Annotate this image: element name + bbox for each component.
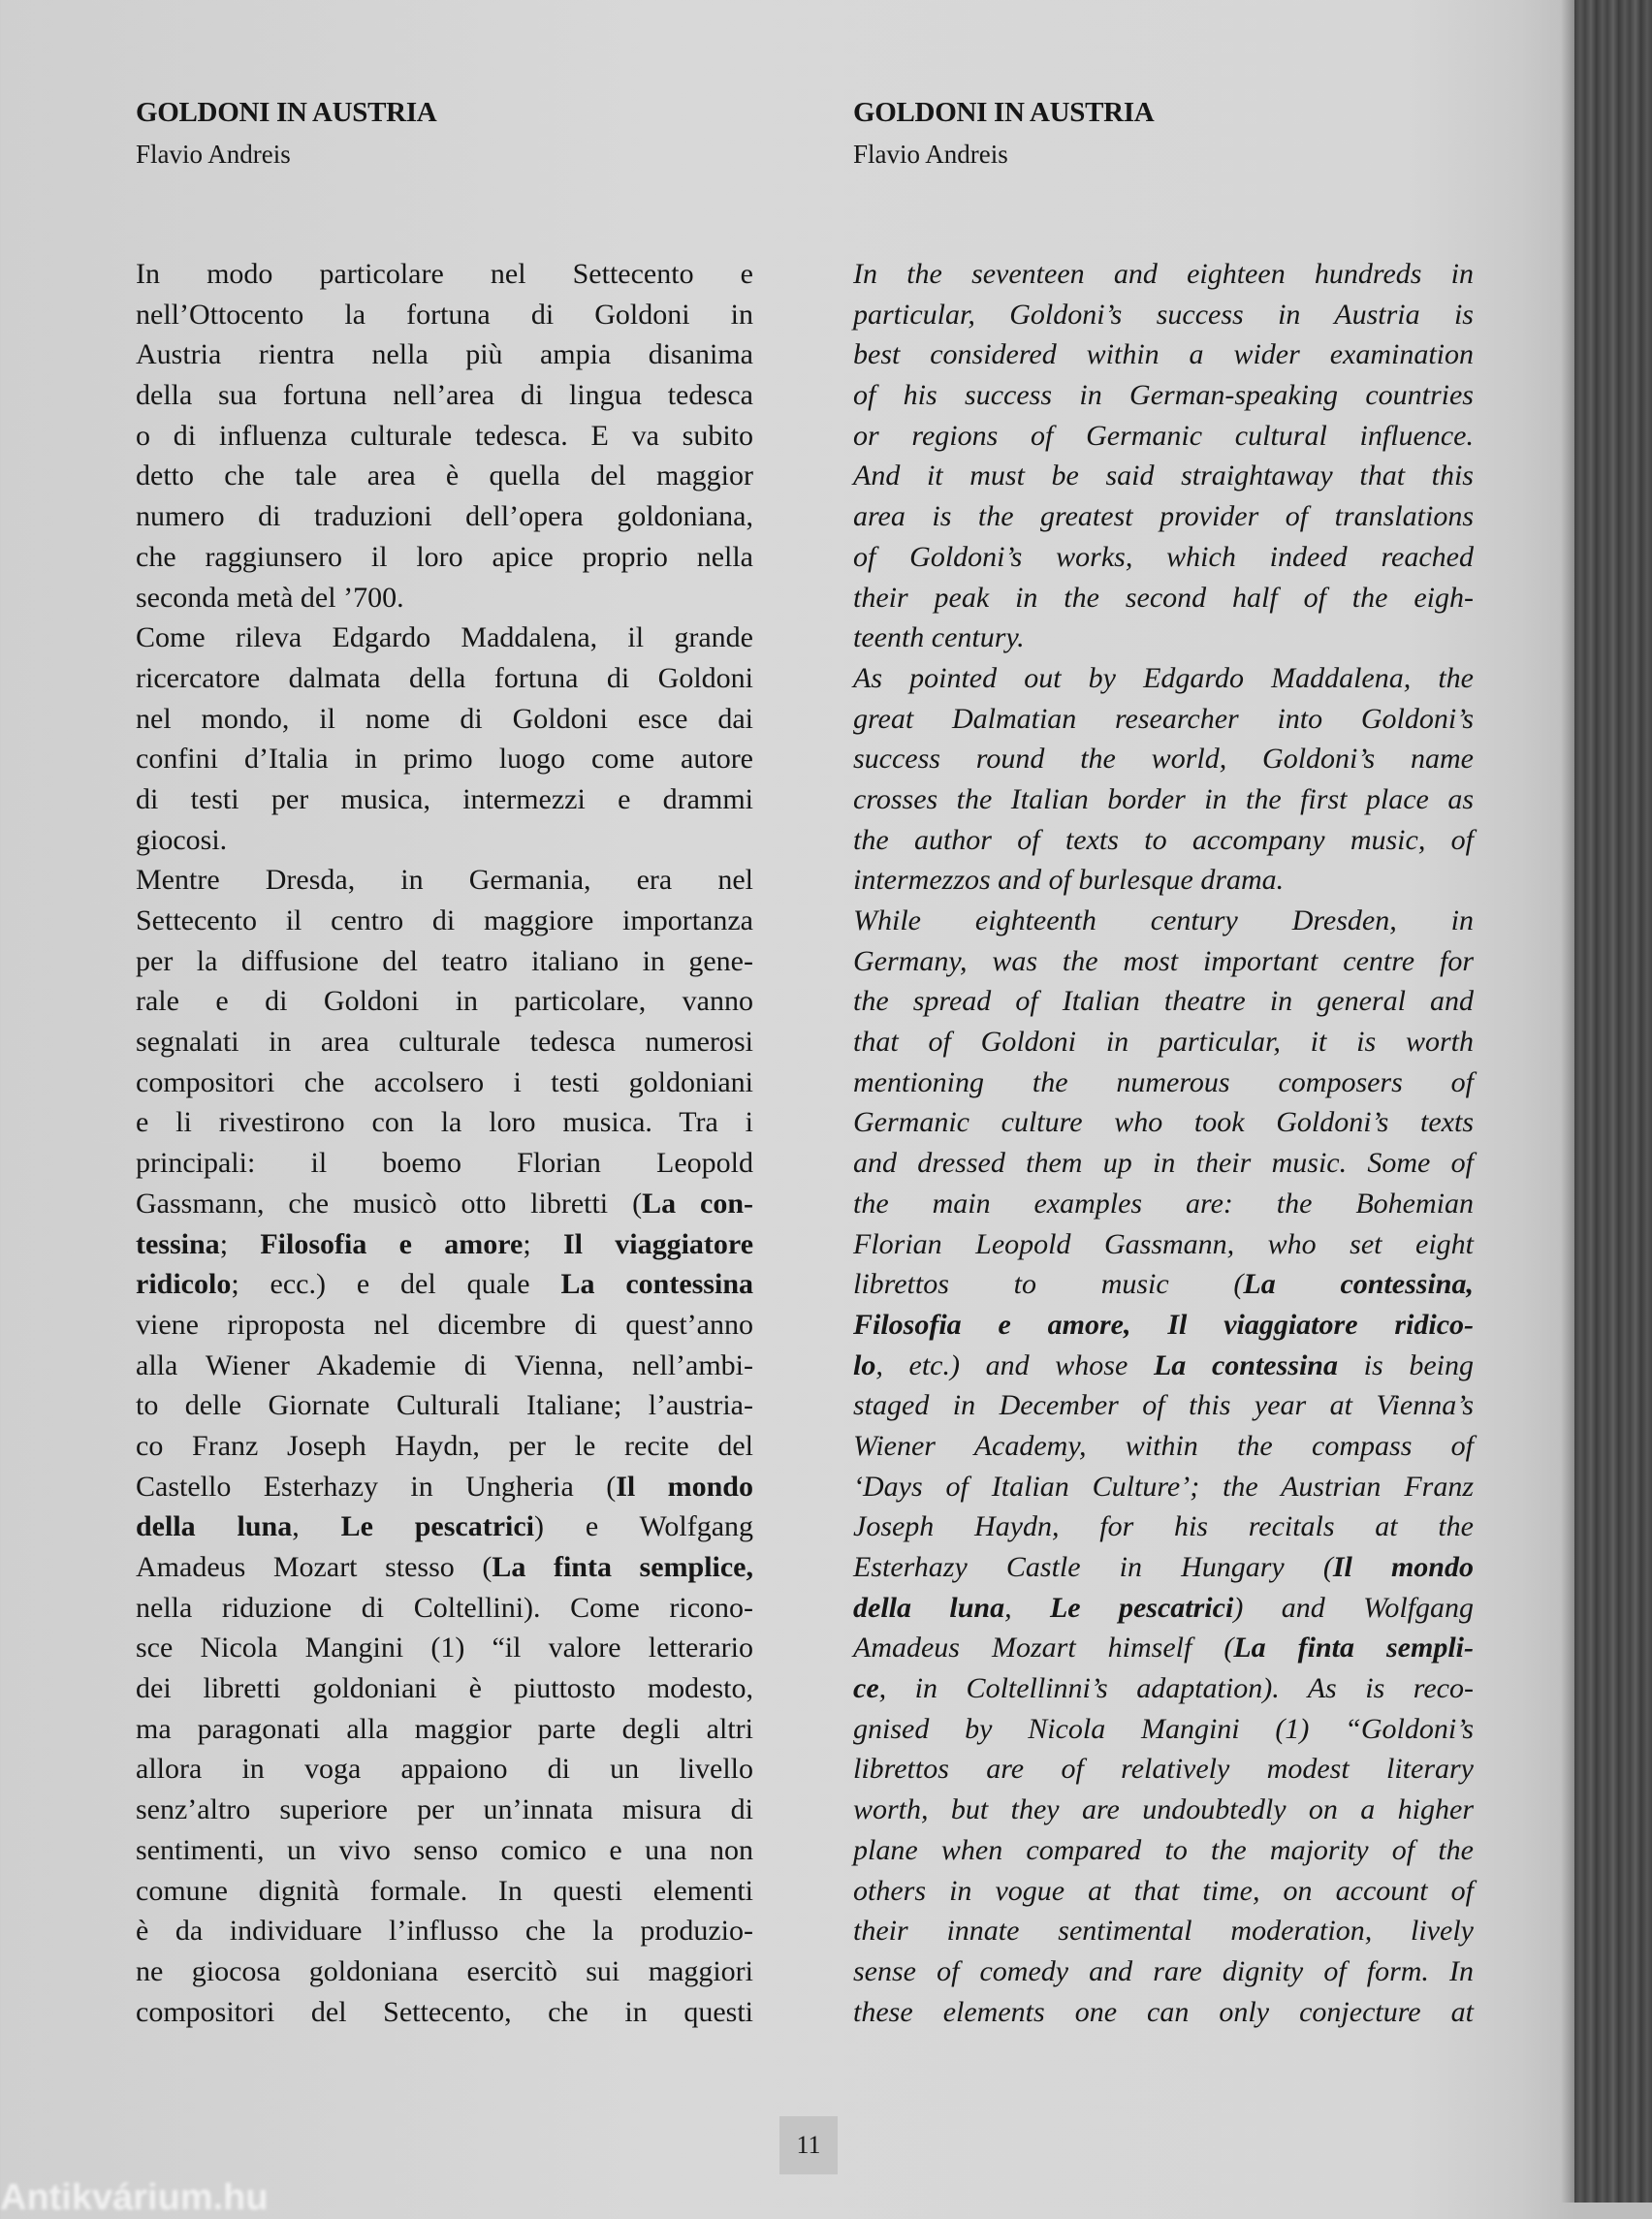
text-segment: the main examples are: the Bohemian [853,1187,1474,1220]
text-line [136,1709,753,1750]
bold-title-text: La con- [642,1187,753,1220]
bold-title-text: Il viaggiatore [562,1227,754,1260]
text-segment: librettos are of relatively modest literary [853,1753,1474,1786]
page-number: 11 [779,2116,838,2174]
text-line [136,496,753,537]
text-line [136,1184,753,1224]
text-line [853,1143,1474,1184]
text-line [136,658,753,699]
text-line [853,1264,1474,1305]
text-segment: As pointed out by Edgardo Maddalena, the [853,661,1474,694]
text-segment: confini d’Italia in primo luogo come autore [136,743,753,776]
text-segment: In the seventeen and eighteen hundreds in [853,258,1474,290]
text-segment: giocosi. [136,823,228,856]
text-segment: , [292,1510,341,1543]
text-segment: best considered within a wider examination [853,338,1474,371]
text-line [136,1951,753,1992]
bold-title-text: della luna [136,1510,293,1543]
text-line [853,1506,1474,1547]
text-line [853,820,1474,861]
text-line [853,981,1474,1022]
text-segment: compositori del Settecento, che in questi [136,1995,753,2028]
text-line [136,1871,753,1912]
bold-title-text: La finta sempli- [1233,1632,1474,1664]
text-line [853,537,1474,578]
bold-title-text: La contessina [560,1268,754,1301]
text-line [136,334,753,375]
text-segment: Amadeus Mozart stesso ( [136,1551,492,1583]
text-segment: worth, but they are undoubtedly on a higher [853,1793,1474,1826]
text-line [136,1911,753,1951]
text-line [853,658,1474,699]
text-segment: While eighteenth century Dresden, in [853,904,1474,936]
text-line [853,1951,1474,1992]
text-segment: compositori che accolsero i testi goldoniani [136,1065,753,1098]
text-segment: Germany, was the most important centre for [853,944,1474,977]
text-segment: of Goldoni’s works, which indeed reached [853,540,1474,573]
text-segment: Amadeus Mozart himself ( [853,1632,1234,1664]
text-line [853,739,1474,779]
text-segment: ne giocosa goldoniana esercitò sui maggiori [136,1954,753,1987]
text-segment: sense of comedy and rare dignity of form. In [853,1954,1474,1987]
text-segment: rale e di Goldoni in particolare, vanno [136,985,753,1018]
text-line [136,901,753,941]
text-line [853,1224,1474,1265]
watermark: Antikvárium.hu [0,2177,269,2218]
text-line [136,1830,753,1871]
text-segment: numero di traduzioni dell’opera goldoniana, [136,500,753,533]
text-segment: Come rileva Edgardo Maddalena, il grande [136,621,753,654]
text-segment: plane when compared to the majority of the [853,1833,1474,1866]
text-segment: area is the greatest provider of translations [853,500,1474,533]
text-line [853,295,1474,335]
text-segment: sentimenti, un vivo senso comico e una non [136,1833,753,1866]
text-line [136,1305,753,1346]
text-line [853,901,1474,941]
text-segment: Wiener Academy, within the compass of [853,1429,1474,1462]
text-segment: co Franz Joseph Haydn, per le recite del [136,1429,753,1462]
text-line [853,1992,1474,2033]
text-segment: Gassmann, che musicò otto libretti ( [136,1187,643,1220]
text-line [853,1022,1474,1062]
text-segment: ‘Days of Italian Culture’; the Austrian Franz [853,1470,1474,1503]
bold-title-text: Filosofia e amore [260,1227,524,1260]
text-line [136,578,753,618]
text-segment: , [1004,1591,1050,1624]
text-segment: that of Goldoni in particular, it is worth [853,1026,1474,1059]
text-segment: great Dalmatian researcher into Goldoni’s [853,702,1474,735]
text-segment: dei libretti goldoniani è piuttosto modesto, [136,1672,753,1705]
article-body-english [853,254,1474,2032]
text-segment: della sua fortuna nell’area di lingua tedesca [136,379,753,412]
text-line [136,1588,753,1629]
text-segment: detto che tale area è quella del maggior [136,460,753,492]
bold-title-text: ridicolo [136,1268,232,1301]
text-line [136,1790,753,1830]
text-segment: comune dignità formale. In questi elementi [136,1874,753,1907]
text-line [136,820,753,861]
text-line [136,1264,753,1305]
text-line [853,1346,1474,1386]
text-segment: ricercatore dalmata della fortuna di Goldoni [136,661,753,694]
text-line [136,618,753,658]
text-line [136,295,753,335]
text-line [853,496,1474,537]
article-author: Flavio Andreis [853,140,1008,169]
bold-title-text: La contessina [1153,1348,1338,1381]
text-segment: or regions of Germanic cultural influence. [853,419,1474,452]
text-segment: others in vogue at that time, on account of [853,1874,1474,1907]
text-segment: ; ecc.) e del quale [231,1268,561,1301]
text-line [136,941,753,982]
text-segment: their innate sentimental moderation, lively [853,1915,1474,1948]
text-line [853,1628,1474,1668]
text-line [136,1385,753,1426]
text-segment: ; [219,1227,261,1260]
text-segment: e li rivestirono con la loro musica. Tra i [136,1106,753,1139]
text-line [853,578,1474,618]
text-segment: nella riduzione di Coltellini). Come ricono- [136,1591,753,1624]
text-segment: ma paragonati alla maggior parte degli altri [136,1712,753,1745]
text-line [853,254,1474,295]
text-segment: particular, Goldoni’s success in Austria is [853,298,1474,331]
text-line [136,537,753,578]
text-line [136,1143,753,1184]
bold-title-text: Le pescatrici [340,1510,535,1543]
text-line [853,1588,1474,1629]
text-line [853,860,1474,901]
text-line [136,1467,753,1507]
text-line [853,1184,1474,1224]
bold-title-text: La finta semplice, [492,1551,753,1583]
text-line [136,1022,753,1062]
text-segment: And it must be said straightaway that this [853,460,1474,492]
text-segment: , etc.) and whose [875,1348,1154,1381]
bold-title-text: Il mondo [616,1470,753,1503]
text-line [136,1426,753,1467]
text-line [853,456,1474,496]
text-line [136,860,753,901]
text-segment: seconda metà del ’700. [136,581,404,614]
bold-title-text: tessina [136,1227,220,1260]
text-segment: sce Nicola Mangini (1) “il valore letterario [136,1632,753,1664]
text-segment: success round the world, Goldoni’s name [853,743,1474,776]
text-line [136,416,753,457]
text-segment: Joseph Haydn, for his recitals at the [853,1510,1474,1543]
text-line [136,456,753,496]
text-line [136,739,753,779]
text-segment: viene riproposta nel dicembre di quest’anno [136,1308,753,1341]
text-line [853,1426,1474,1467]
text-line [136,1547,753,1588]
text-line [853,618,1474,658]
text-segment: intermezzos and of burlesque drama. [853,864,1285,897]
text-line [853,779,1474,820]
text-line [853,1709,1474,1750]
text-line [853,1305,1474,1346]
text-segment: Castello Esterhazy in Ungheria ( [136,1470,617,1503]
article-title: GOLDONI IN AUSTRIA [136,97,437,128]
text-line [136,254,753,295]
text-segment: gnised by Nicola Mangini (1) “Goldoni’s [853,1712,1474,1745]
text-line [853,416,1474,457]
text-line [136,1062,753,1103]
text-line [853,1385,1474,1426]
text-line [853,375,1474,416]
text-segment: Germanic culture who took Goldoni’s texts [853,1106,1474,1139]
text-segment: è da individuare l’influsso che la produzio- [136,1915,753,1948]
article-body-italian [136,254,753,2032]
text-segment: mentioning the numerous composers of [853,1065,1474,1098]
text-line [853,699,1474,740]
text-line [853,1790,1474,1830]
text-line [136,779,753,820]
article-author: Flavio Andreis [136,140,291,169]
text-segment: ) and Wolfgang [1233,1591,1474,1624]
text-segment: senz’altro superiore per un’innata misura di [136,1793,753,1826]
bold-title-text: della luna [853,1591,1005,1624]
text-segment: nell’Ottocento la fortuna di Goldoni in [136,298,753,331]
text-line [853,1467,1474,1507]
text-segment: o di influenza culturale tedesca. E va subito [136,419,753,452]
text-line [136,1346,753,1386]
text-line [853,1871,1474,1912]
text-segment: di testi per musica, intermezzi e drammi [136,782,753,815]
text-line [136,1102,753,1143]
text-segment: crosses the Italian border in the first place as [853,782,1474,815]
text-segment: che raggiunsero il loro apice proprio nella [136,540,753,573]
bold-title-text: Filosofia e amore, Il viaggiatore ridico- [853,1308,1474,1341]
text-line [136,1224,753,1265]
text-line [136,699,753,740]
background-edge [1574,0,1652,2203]
text-segment: ) e Wolfgang [534,1510,754,1543]
text-segment: allora in voga appaiono di un livello [136,1753,753,1786]
text-segment: staged in December of this year at Vienna’s [853,1389,1474,1422]
text-line [136,1668,753,1709]
text-line [853,1911,1474,1951]
text-segment: segnalati in area culturale tedesca numerosi [136,1026,753,1059]
text-line [136,1628,753,1668]
text-line [853,1547,1474,1588]
text-line [136,1506,753,1547]
text-line [136,981,753,1022]
text-line [136,1749,753,1790]
text-segment: and dressed them up in their music. Some of [853,1147,1474,1180]
text-segment: nel mondo, il nome di Goldoni esce dai [136,702,753,735]
text-segment: Esterhazy Castle in Hungary ( [853,1551,1333,1583]
text-line [853,1062,1474,1103]
bold-title-text: ce [853,1672,879,1705]
text-segment: to delle Giornate Culturali Italiane; l’austria- [136,1389,753,1422]
text-segment: Florian Leopold Gassmann, who set eight [853,1227,1474,1260]
text-line [853,334,1474,375]
text-segment: ; [523,1227,563,1260]
text-line [853,1749,1474,1790]
text-line [853,1830,1474,1871]
text-segment: the author of texts to accompany music, of [853,823,1474,856]
text-segment: Mentre Dresda, in Germania, era nel [136,864,753,897]
text-line [136,1992,753,2033]
article-title: GOLDONI IN AUSTRIA [853,97,1155,128]
bold-title-text: La contessina, [1243,1268,1474,1301]
text-segment: is being [1337,1348,1474,1381]
text-line [853,1102,1474,1143]
text-segment: principali: il boemo Florian Leopold [136,1147,753,1180]
text-segment: these elements one can only conjecture at [853,1995,1474,2028]
text-segment: per la diffusione del teatro italiano in gene- [136,944,753,977]
text-segment: , in Coltellinni’s adaptation). As is reco- [878,1672,1474,1705]
bold-title-text: Le pescatrici [1049,1591,1234,1624]
text-segment: In modo particolare nel Settecento e [136,258,753,290]
text-line [853,1668,1474,1709]
bold-title-text: Il mondo [1332,1551,1474,1583]
text-segment: teenth century. [853,621,1025,654]
text-segment: their peak in the second half of the eigh- [853,581,1474,614]
bold-title-text: lo [853,1348,876,1381]
text-segment: the spread of Italian theatre in general and [853,985,1474,1018]
text-line [853,941,1474,982]
text-segment: librettos to music ( [853,1268,1244,1301]
text-segment: alla Wiener Akademie di Vienna, nell’ambi- [136,1348,753,1381]
text-segment: Settecento il centro di maggiore importanza [136,904,753,936]
text-line [136,375,753,416]
text-segment: Austria rientra nella più ampia disanima [136,338,753,371]
text-segment: of his success in German-speaking countries [853,379,1474,412]
